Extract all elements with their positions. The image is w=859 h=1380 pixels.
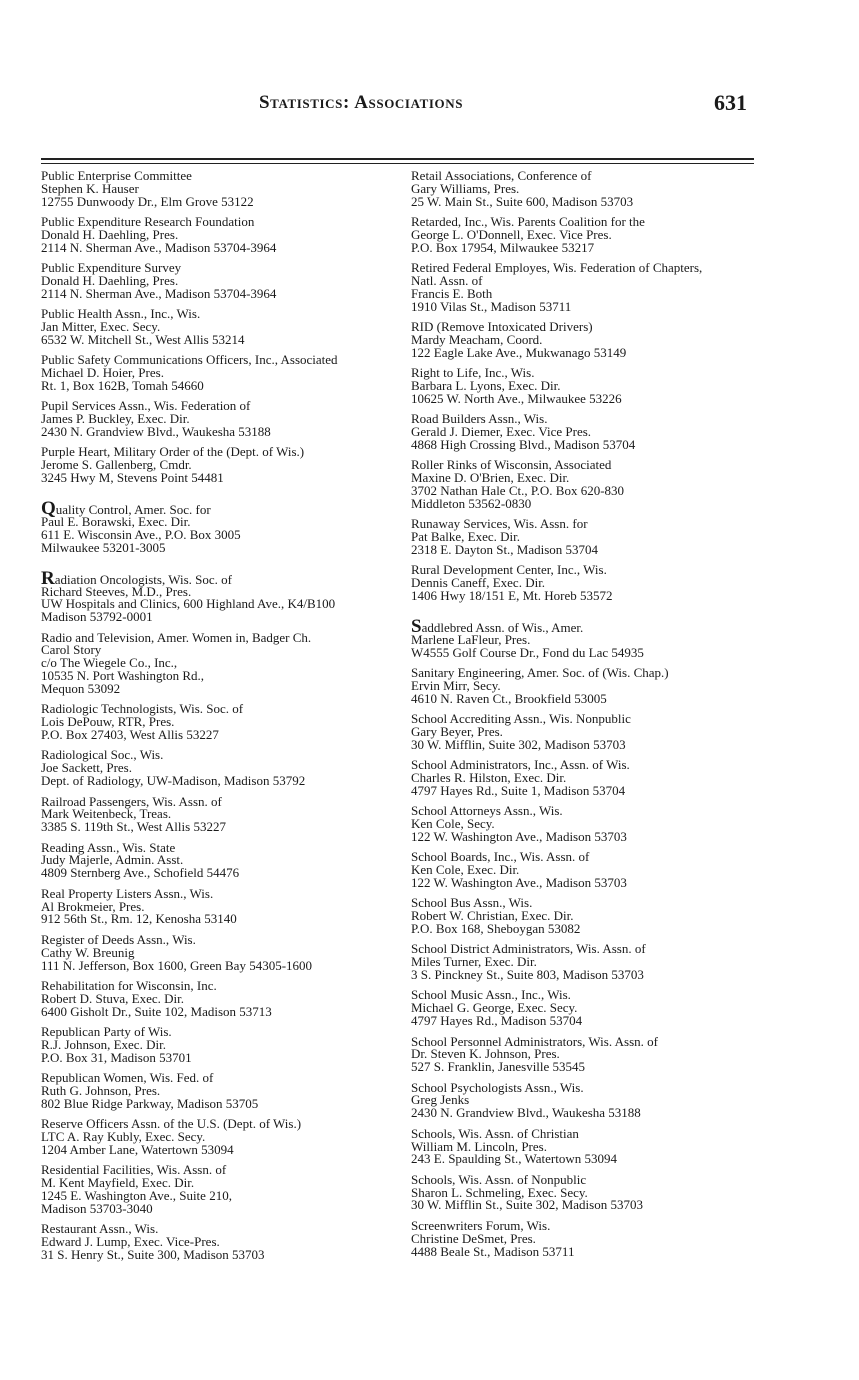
entry-text: Michael D. Hoier, Pres. [41,365,164,381]
entry-text: 4488 Beale St., Madison 53711 [411,1243,575,1259]
entry-text: Real Property Listers Assn., Wis. [41,885,214,901]
entry-text: Roller Rinks of Wisconsin, Associated [411,457,612,473]
entry-line [411,923,756,936]
entry-text: Runaway Services, Wis. Assn. for [411,516,588,532]
entry-text: Judy Majerle, Admin. Asst. [41,852,184,868]
directory-entry [41,885,411,927]
entry-text: Schools, Wis. Assn. of Nonpublic [411,1171,587,1187]
entry-text: 611 E. Wisconsin Ave., P.O. Box 3005 [41,526,241,542]
directory-entry [41,446,411,485]
entry-text: Ken Cole, Exec. Dir. [411,862,520,878]
directory-entry [41,308,411,347]
entry-text: Madison 53703-3040 [41,1200,153,1216]
entry-text: 2318 E. Dayton St., Madison 53704 [411,542,599,557]
entry-text: Gary Williams, Pres. [411,180,520,196]
entry-text: Retarded, Inc., Wis. Parents Coalition for the [411,214,645,230]
entry-text: Stephen K. Hauser [41,180,139,196]
entry-line [41,913,411,926]
entry-text: 30 W. Mifflin, Suite 302, Madison 53703 [411,736,626,752]
directory-entry [411,1171,756,1213]
directory-entry [411,1125,756,1167]
entry-text: RID (Remove Intoxicated Drivers) [411,319,593,335]
directory-entry [41,262,411,301]
entry-text: addlebred Assn. of Wis., Amer. [421,619,584,635]
entry-text: Reading Assn., Wis. State [41,839,176,855]
entry-text: 802 Blue Ridge Parkway, Madison 53705 [41,1095,259,1111]
entry-line [41,1049,411,1065]
entry-text: Middleton 53562-0830 [411,495,532,511]
entry-text: 30 W. Mifflin St., Suite 302, Madison 53703 [411,1197,643,1213]
entry-text: Right to Life, Inc., Wis. [411,365,535,381]
entry-text: Donald H. Daehling, Pres. [41,226,179,242]
entry-text: Public Health Assn., Inc., Wis. [41,306,201,322]
entry-text: Republican Women, Wis. Fed. of [41,1069,214,1085]
section-initial: R [41,567,55,589]
entry-text: Retail Associations, Conference of [411,168,592,183]
entry-text: Miles Turner, Exec. Dir. [411,954,537,970]
entry-line [41,775,411,788]
entry-line [41,239,411,255]
entry-line [411,782,756,798]
entry-line [411,644,756,660]
entry-text: Radiological Soc., Wis. [41,747,164,763]
directory-entry [411,615,756,660]
entry-line [41,683,411,696]
directory-entry [41,749,411,788]
directory-entry [411,805,756,844]
entry-line [411,1153,756,1166]
header-rule-thin [41,163,754,164]
right-column [411,170,756,1258]
entry-line [411,1107,756,1120]
entry-text: School Administrators, Inc., Assn. of Wis. [411,757,630,773]
directory-entry [411,1033,756,1075]
entry-line [41,729,411,742]
entry-text: 10625 W. North Ave., Milwaukee 53226 [411,390,622,406]
entry-text: P.O. Box 17954, Milwaukee 53217 [411,239,595,255]
entry-text: School Psychologists Assn., Wis. [411,1079,584,1095]
entry-text: 31 S. Henry St., Suite 300, Madison 53703 [41,1246,265,1262]
entry-text: Radio and Television, Amer. Women in, Badger Ch. [41,629,312,645]
entry-text: Marlene LaFleur, Pres. [411,631,531,647]
entry-line [41,611,411,624]
entry-line [411,193,756,209]
entry-text: Jerome S. Gallenberg, Cmdr. [41,457,192,473]
entry-line [411,828,756,844]
entry-line [41,426,411,439]
entry-text: 6400 Gisholt Dr., Suite 102, Madison 53713 [41,1003,272,1019]
entry-text: UW Hospitals and Clinics, 600 Highland Ave., K4/B100 [41,596,336,612]
entry-text: Mardy Meacham, Coord. [411,331,543,347]
entry-text: Ervin Mirr, Secy. [411,677,501,693]
entry-text: Screenwriters Forum, Wis. [411,1217,551,1233]
entry-text: LTC A. Ray Kubly, Exec. Secy. [41,1128,206,1144]
entry-line [411,736,756,752]
entry-line [411,344,756,360]
entry-text: Richard Steeves, M.D., Pres. [41,583,192,599]
directory-entry [41,1115,411,1157]
entry-text: M. Kent Mayfield, Exec. Dir. [41,1174,195,1190]
entry-text: 122 W. Washington Ave., Madison 53703 [411,875,627,891]
entry-text: Pat Balke, Exec. Dir. [411,529,521,545]
entry-text: 2114 N. Sherman Ave., Madison 53704-3964 [41,239,277,255]
entry-text: Pupil Services Assn., Wis. Federation of [41,398,251,414]
entry-text: 2430 N. Grandview Blvd., Waukesha 53188 [41,424,271,440]
entry-line [411,390,756,406]
directory-entry [41,498,411,555]
entry-text: Railroad Passengers, Wis. Assn. of [41,793,222,809]
entry-text: P.O. Box 31, Madison 53701 [41,1049,192,1065]
entry-line [41,285,411,301]
entry-line [411,298,756,314]
left-column [41,170,411,1262]
entry-text: Mark Weitenbeck, Treas. [41,806,172,822]
directory-entry [411,713,756,752]
entry-text: Gerald J. Diemer, Exec. Vice Pres. [411,424,592,440]
entry-text: School Music Assn., Inc., Wis. [411,987,571,1003]
directory-entry [41,567,411,625]
entry-text: 3385 S. 119th St., West Allis 53227 [41,819,226,835]
entry-text: William M. Lincoln, Pres. [411,1138,547,1154]
entry-text: Public Expenditure Research Foundation [41,214,255,230]
entry-text: Cathy W. Breunig [41,944,135,960]
entry-text: 1910 Vilas St., Madison 53711 [411,298,572,314]
entry-line [411,436,756,452]
entry-text: adiation Oncologists, Wis. Soc. of [54,571,232,587]
entry-text: Public Expenditure Survey [41,260,182,276]
entry-text: Madison 53792-0001 [41,609,153,625]
entry-text: 1406 Hwy 18/151 E, Mt. Horeb 53572 [411,588,613,604]
entry-line [41,957,411,973]
entry-text: Restaurant Assn., Wis. [41,1220,159,1236]
entry-line [41,193,411,209]
directory-entry [411,943,756,982]
directory-entry [411,413,756,452]
entry-text: 12755 Dunwoody Dr., Elm Grove 53122 [41,193,254,209]
entry-text: Road Builders Assn., Wis. [411,411,548,427]
entry-text: School Accrediting Assn., Wis. Nonpublic [411,711,631,727]
entry-text: Rural Development Center, Inc., Wis. [411,562,607,578]
entry-text: P.O. Box 168, Sheboygan 53082 [411,921,581,937]
entry-text: Sanitary Engineering, Amer. Soc. of (Wis. Chap.) [411,665,669,681]
entry-text: Dr. Steven K. Johnson, Pres. [411,1046,560,1062]
directory-entry [41,1023,411,1065]
entry-text: Gary Beyer, Pres. [411,723,503,739]
entry-text: School Bus Assn., Wis. [411,895,533,911]
entry-text: Purple Heart, Military Order of the (Dept. of Wis.) [41,444,305,460]
directory-entry [41,1069,411,1111]
directory-entry [41,400,411,439]
entry-line [411,590,756,603]
entry-text: 6532 W. Mitchell St., West Allis 53214 [41,331,245,347]
directory-entry [41,703,411,742]
entry-line [411,544,756,557]
entry-text: Sharon L. Schmeling, Exec. Secy. [411,1184,588,1200]
entry-text: 3 S. Pinckney St., Suite 803, Madison 53703 [411,967,644,983]
entry-text: Public Enterprise Committee [41,168,192,183]
directory-entry [41,354,411,393]
entry-text: Public Safety Communications Officers, Inc., Associated [41,352,338,368]
directory-entry [41,839,411,881]
directory-entry [411,989,756,1028]
entry-text: 3245 Hwy M, Stevens Point 54481 [41,470,224,486]
entry-text: 122 Eagle Lake Ave., Mukwanago 53149 [411,344,627,360]
entry-line [411,495,756,511]
entry-text: Robert W. Christian, Exec. Dir. [411,908,574,924]
entry-text: Milwaukee 53201-3005 [41,539,166,555]
entry-text: Jan Mitter, Exec. Secy. [41,319,161,335]
entry-text: Radiologic Technologists, Wis. Soc. of [41,701,244,717]
entry-text: 912 56th St., Rm. 12, Kenosha 53140 [41,911,237,927]
directory-entry [411,759,756,798]
entry-text: 4610 N. Raven Ct., Brookfield 53005 [411,690,607,706]
entry-line [411,690,756,706]
entry-line [41,1246,411,1262]
directory-entry [411,1217,756,1259]
directory-entry [411,851,756,890]
entry-text: 243 E. Spaulding St., Watertown 53094 [411,1151,617,1167]
entry-text: Natl. Assn. of [411,273,483,289]
directory-entry [41,1220,411,1262]
directory-entry [411,667,756,706]
entry-text: Christine DeSmet, Pres. [411,1230,536,1246]
entry-text: R.J. Johnson, Exec. Dir. [41,1036,166,1052]
entry-text: Maxine D. O'Brien, Exec. Dir. [411,470,570,486]
entry-text: Reserve Officers Assn. of the U.S. (Dept. of Wis.) [41,1115,302,1131]
entry-text: P.O. Box 27403, West Allis 53227 [41,727,219,743]
entry-text: Rehabilitation for Wisconsin, Inc. [41,977,217,993]
entry-line [411,1243,756,1259]
page-number: 631 [714,90,747,115]
entry-text: 1245 E. Washington Ave., Suite 210, [41,1187,232,1203]
entry-text: Barbara L. Lyons, Exec. Dir. [411,378,561,394]
entry-line [411,1061,756,1074]
header-rule [41,158,754,160]
entry-line [41,1095,411,1111]
directory-entry [41,931,411,973]
directory-entry [411,897,756,936]
entry-text: 527 S. Franklin, Janesville 53545 [411,1059,586,1075]
entry-text: uality Control, Amer. Soc. for [55,502,211,518]
entry-text: 122 W. Washington Ave., Madison 53703 [411,828,627,844]
entry-line [41,331,411,347]
entry-text: Schools, Wis. Assn. of Christian [411,1125,579,1141]
entry-text: Carol Story [41,642,102,658]
entry-text: Edward J. Lump, Exec. Vice-Pres. [41,1233,220,1249]
entry-text: School District Administrators, Wis. Assn. of [411,941,646,957]
entry-text: George L. O'Donnell, Exec. Vice Pres. [411,226,612,242]
section-initial: Q [41,498,56,520]
directory-entry [411,564,756,603]
directory-entry [41,170,411,209]
entry-line [41,539,411,555]
directory-entry [411,1079,756,1121]
entry-text: Dept. of Radiology, UW-Madison, Madison 53792 [41,773,306,789]
entry-line [411,239,756,255]
directory-entry [411,321,756,360]
entry-text: School Boards, Inc., Wis. Assn. of [411,849,590,865]
entry-text: Lois DePouw, RTR, Pres. [41,714,175,730]
entry-text: Mequon 53092 [41,681,121,697]
entry-text: Register of Deeds Assn., Wis. [41,931,196,947]
entry-line [411,1015,756,1028]
entry-text: Ruth G. Johnson, Pres. [41,1082,161,1098]
directory-entry [41,977,411,1019]
entry-text: Michael G. George, Exec. Secy. [411,1000,578,1016]
entry-line [411,969,756,982]
entry-text: Greg Jenks [411,1092,470,1108]
entry-line [41,380,411,393]
entry-text: W4555 Golf Course Dr., Fond du Lac 54935 [411,644,644,660]
entry-text: Ken Cole, Secy. [411,816,495,832]
entry-line [41,867,411,880]
entry-text: 2430 N. Grandview Blvd., Waukesha 53188 [411,1105,641,1121]
directory-entry [41,629,411,697]
entry-text: 4797 Hayes Rd., Suite 1, Madison 53704 [411,782,626,798]
entry-text: 4809 Sternberg Ave., Schofield 54476 [41,865,240,881]
entry-text: 111 N. Jefferson, Box 1600, Green Bay 54305-1600 [41,957,313,973]
page-title: Statistics: Associations [259,92,464,113]
entry-line [41,1003,411,1019]
directory-entry [411,518,756,557]
entry-text: Residential Facilities, Wis. Assn. of [41,1162,227,1178]
entry-line [41,1200,411,1216]
entry-text: James P. Buckley, Exec. Dir. [41,411,190,427]
entry-text: School Attorneys Assn., Wis. [411,803,563,819]
entry-text: Joe Sackett, Pres. [41,760,132,776]
directory-entry [411,262,756,314]
directory-entry [411,367,756,406]
entry-line [41,821,411,834]
entry-text: Republican Party of Wis. [41,1023,172,1039]
entry-text: c/o The Wiegele Co., Inc., [41,655,178,671]
directory-entry [411,170,756,209]
entry-text: Paul E. Borawski, Exec. Dir. [41,513,191,529]
entry-text: 4868 High Crossing Blvd., Madison 53704 [411,436,636,452]
directory-entry [411,216,756,255]
entry-text: 4797 Hayes Rd., Madison 53704 [411,1013,583,1029]
entry-text: Rt. 1, Box 162B, Tomah 54660 [41,378,204,394]
directory-entry [411,459,756,511]
entry-text: Charles R. Hilston, Exec. Dir. [411,770,567,786]
entry-line [41,472,411,485]
section-initial: S [411,615,422,637]
directory-entry [41,1164,411,1216]
entry-text: 25 W. Main St., Suite 600, Madison 53703 [411,193,634,209]
entry-text: Dennis Caneff, Exec. Dir. [411,575,546,591]
entry-text: 3702 Nathan Hale Ct., P.O. Box 620-830 [411,483,625,499]
entry-text: Donald H. Daehling, Pres. [41,273,179,289]
entry-text: Francis E. Both [411,285,493,301]
entry-text: School Personnel Administrators, Wis. Assn. of [411,1033,658,1049]
entry-text: 10535 N. Port Washington Rd., [41,668,205,684]
directory-entry [41,793,411,835]
entry-text: Retired Federal Employes, Wis. Federation of Chapters, [411,260,703,276]
entry-text: 1204 Amber Lane, Watertown 53094 [41,1141,234,1157]
entry-line [41,1141,411,1157]
directory-entry [41,216,411,255]
entry-text: 2114 N. Sherman Ave., Madison 53704-3964 [41,285,277,301]
entry-line [411,1199,756,1212]
entry-line [411,877,756,890]
entry-text: Robert D. Stuva, Exec. Dir. [41,990,184,1006]
entry-text: Al Brokmeier, Pres. [41,898,145,914]
